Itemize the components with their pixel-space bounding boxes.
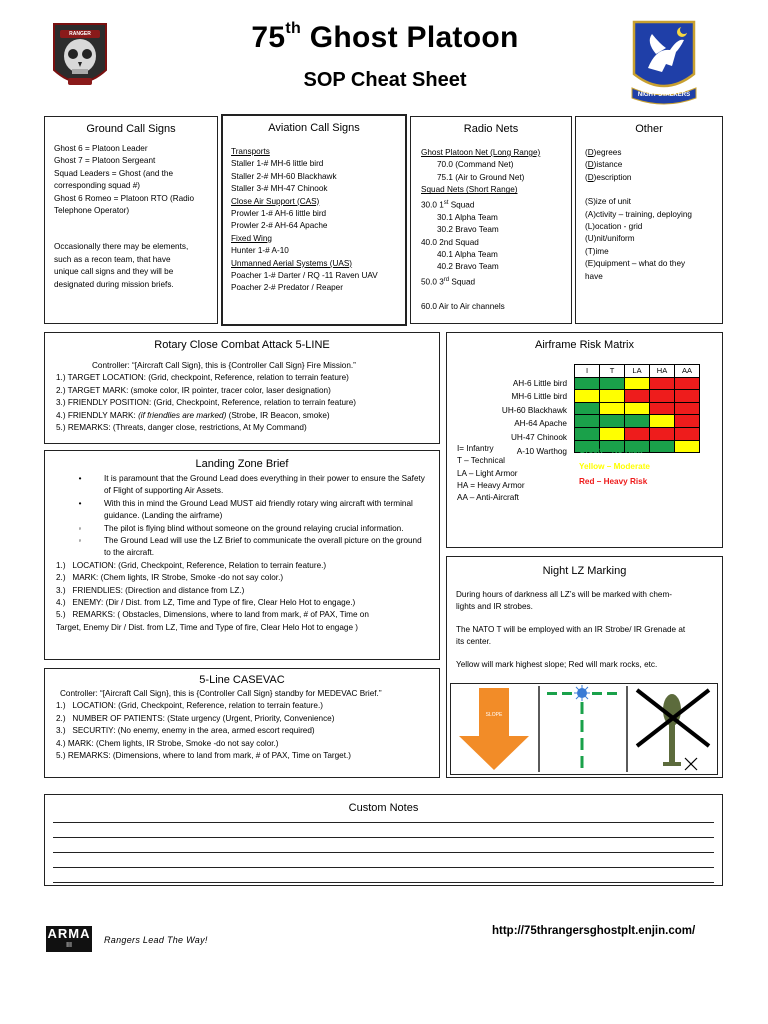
lz-item: 4.) ENEMY: (Dir / Dist. from LZ, Time and Type of fire, Clear Helo Hot to engage.) xyxy=(56,598,356,608)
ranger-logo xyxy=(48,20,112,94)
footer-url[interactable]: http://75thrangersghostplt.enjin.com/ xyxy=(492,925,696,937)
risk-row-label: AH-6 Little bird xyxy=(512,378,567,388)
radio-line: 70.0 (Command Net) xyxy=(437,160,514,170)
risk-cell xyxy=(650,427,675,440)
aviation-line: Staller 1-# MH-6 little bird xyxy=(231,159,324,169)
risk-legend-item: Red – Heavy Risk xyxy=(579,477,648,486)
risk-cell xyxy=(575,415,600,428)
footer-motto: Rangers Lead The Way! xyxy=(104,935,208,945)
aviation-line: Poacher 1-# Darter / RQ -11 Raven UAV xyxy=(231,271,378,281)
night-lz-text: During hours of darkness all LZ’s will be marked with chem- xyxy=(456,590,672,599)
salute-line: (S)ize of unit xyxy=(585,197,631,207)
note-line[interactable] xyxy=(53,852,714,853)
casevac-item: 5.) REMARKS: (Dimensions, where to land from mark, # of PAX, Time on Target.) xyxy=(56,751,352,761)
ground-note-line: unique call signs and they will be xyxy=(54,267,174,277)
risk-cell xyxy=(675,377,700,390)
risk-row-label: MH-6 Little bird xyxy=(511,392,567,402)
fixed-wing-heading: Fixed Wing xyxy=(231,233,272,243)
night-stalkers-logo xyxy=(626,18,702,108)
night-lz-text: Yellow will mark highest slope; Red will mark rocks, etc. xyxy=(456,660,658,669)
risk-cell xyxy=(625,415,650,428)
legend-item: T – Technical xyxy=(457,456,505,466)
slope-arrow-icon xyxy=(459,688,529,770)
ddd-line: (D)istance xyxy=(585,160,623,170)
page-subtitle: SOP Cheat Sheet xyxy=(303,69,467,91)
risk-cell xyxy=(650,415,675,428)
radio-line: 40.2 Bravo Team xyxy=(437,262,499,272)
risk-legend-right xyxy=(579,443,650,490)
risk-row xyxy=(575,377,700,390)
ground-line: corresponding squad #) xyxy=(54,181,141,191)
radio-line: 75.1 (Air to Ground Net) xyxy=(437,172,525,182)
risk-cell xyxy=(650,377,675,390)
uas-heading: Unmanned Aerial Systems (UAS) xyxy=(231,258,353,268)
risk-row-label: UH-47 Chinook xyxy=(511,433,567,442)
legend-item: I= Infantry xyxy=(457,444,494,453)
risk-cell xyxy=(675,427,700,440)
risk-row-label: A-10 Warthog xyxy=(516,446,567,456)
legend-item: LA – Light Armor xyxy=(457,468,518,478)
radio-line: 30.1 Alpha Team xyxy=(437,212,498,222)
radio-nets-box xyxy=(410,116,572,324)
night-lz-diagram-art xyxy=(451,684,716,774)
risk-cell xyxy=(600,377,625,390)
note-line[interactable] xyxy=(53,867,714,868)
risk-row xyxy=(575,427,700,440)
risk-column-header: T xyxy=(600,365,625,378)
aviation-line: Staller 3-# MH-47 Chinook xyxy=(231,184,328,194)
lz-bullet: • It is paramount that the Ground Lead does everything in their power to ensure the Safety of Flight of supporting Air Assets. xyxy=(78,474,425,496)
casevac-item: 2.) NUMBER OF PATIENTS: (State urgency (Urgent, Priority, Convenience) xyxy=(56,713,335,723)
night-lz-box xyxy=(446,556,723,778)
salute-line: (T)ime xyxy=(585,246,609,256)
risk-cell xyxy=(575,402,600,415)
rotary-cca-box xyxy=(44,332,440,444)
risk-cell xyxy=(625,427,650,440)
ddd-line: (D)egrees xyxy=(585,148,622,157)
risk-cell xyxy=(600,427,625,440)
radio-nets-title: Radio Nets xyxy=(463,123,519,135)
ddd-line: (D)escription xyxy=(585,172,632,182)
lz-remarks-continued: Target, Enemy Dir / Dist. from LZ, Time and Type of fire, Clear Helo Hot to engage ) xyxy=(56,622,358,632)
risk-cell xyxy=(625,377,650,390)
third-squad-line: 50.0 3rd Squad xyxy=(421,276,476,287)
custom-notes-box xyxy=(44,794,723,886)
ground-line: Ghost 6 Romeo = Platoon RTO (Radio xyxy=(54,193,195,203)
risk-cell xyxy=(675,402,700,415)
salute-line: have xyxy=(585,271,603,281)
note-line[interactable] xyxy=(53,837,714,838)
lz-brief-box xyxy=(44,450,440,660)
radio-nets-list xyxy=(411,141,571,313)
lz-bullet: ◦ The Ground Lead will use the LZ Brief to communicate the overall picture on the ground to the aircraft. xyxy=(78,536,422,558)
ground-note-line: Occasionally there may be elements, xyxy=(54,242,189,252)
ground-call-signs-list xyxy=(45,141,217,291)
risk-cell xyxy=(675,440,700,453)
night-lz-diagram xyxy=(450,683,718,775)
arma-logo xyxy=(46,926,92,952)
risk-matrix-box xyxy=(446,332,723,548)
short-range-heading: Squad Nets (Short Range) xyxy=(421,185,518,195)
night-lz-text: lights and IR strobes. xyxy=(456,602,533,611)
lz-item: 1.) LOCATION: (Grid, Checkpoint, Reference, Relation to terrain feature.) xyxy=(56,560,327,570)
rotary-controller-line: Controller: “[Aircraft Call Sign}, this is {Controller Call Sign} Fire Mission.” xyxy=(92,361,356,370)
risk-cell xyxy=(675,390,700,403)
night-lz-text: The NATO T will be employed with an IR Strobe/ IR Grenade at xyxy=(456,625,686,634)
ground-line: Telephone Operator) xyxy=(54,206,130,216)
ground-note-line: designated during mission briefs. xyxy=(54,279,174,289)
aviation-line: Poacher 2-# Predator / Reaper xyxy=(231,283,343,293)
ranger-logo-text: RANGER xyxy=(69,31,91,37)
risk-row-label: AH-64 Apache xyxy=(514,419,567,429)
first-squad-line: 30.0 1st Squad xyxy=(421,199,475,210)
risk-row xyxy=(575,390,700,403)
aviation-line: Hunter 1-# A-10 xyxy=(231,246,289,256)
risk-cell xyxy=(600,415,625,428)
cas-heading: Close Air Support (CAS) xyxy=(231,196,320,206)
ground-call-signs-box xyxy=(44,116,218,324)
risk-column-header: I xyxy=(575,365,600,378)
note-line[interactable] xyxy=(53,822,714,823)
rotary-cca-body xyxy=(45,357,439,434)
lz-item: 3.) FRIENDLIES: (Direction and distance from LZ.) xyxy=(56,585,245,595)
ground-call-signs-title: Ground Call Signs xyxy=(86,123,176,135)
aviation-line: Prowler 2-# AH-64 Apache xyxy=(231,221,328,231)
notes-lines[interactable] xyxy=(45,822,722,883)
casevac-controller-line: Controller: “[Aircraft Call Sign}, this is {Controller Call Sign} standby for MEDEVAC Brief.” xyxy=(60,689,382,698)
risk-matrix-table xyxy=(574,364,700,453)
lz-item: 2.) MARK: (Chem lights, IR Strobe, Smoke -do not say color.) xyxy=(56,573,284,583)
slope-label: SLOPE xyxy=(485,712,503,718)
risk-legend-left xyxy=(447,443,535,504)
aviation-line: Prowler 1-# AH-6 little bird xyxy=(231,209,327,219)
page-title: 75th Ghost Platoon xyxy=(251,20,519,54)
ground-line: Ghost 7 = Platoon Sergeant xyxy=(54,156,156,166)
risk-legend-item: Yellow – Moderate xyxy=(579,461,650,471)
radio-line: 40.1 Alpha Team xyxy=(437,249,498,259)
other-title: Other xyxy=(635,123,663,135)
risk-cell xyxy=(575,390,600,403)
arma-logo-sub: III xyxy=(66,942,72,949)
long-range-heading: Ghost Platoon Net (Long Range) xyxy=(421,148,541,157)
aviation-call-signs-box xyxy=(221,114,407,326)
risk-column-header: HA xyxy=(650,365,675,378)
note-line[interactable] xyxy=(53,882,714,883)
legend-item: AA – Anti-Aircraft xyxy=(457,493,519,503)
night-stalkers-text: NIGHT STALKERS xyxy=(637,92,691,98)
ground-line: Squad Leaders = Ghost (and the xyxy=(54,168,174,178)
ground-note-line: such as a recon team, that have xyxy=(54,254,171,264)
page-header xyxy=(130,20,640,92)
risk-row-label: UH-60 Blackhawk xyxy=(501,405,567,415)
salute-line: (A)ctivity – training, deploying xyxy=(585,209,692,219)
ground-line: Ghost 6 = Platoon Leader xyxy=(54,144,148,153)
radio-line: 30.2 Bravo Team xyxy=(437,225,499,235)
risk-cell xyxy=(575,377,600,390)
transports-heading: Transports xyxy=(231,147,270,156)
aviation-call-signs-list xyxy=(223,140,405,295)
risk-matrix-title: Airframe Risk Matrix xyxy=(534,339,634,351)
legend-item: HA = Heavy Armor xyxy=(457,480,525,490)
lz-bullet: ◦ The pilot is flying blind without someone on the ground relaying crucial information. xyxy=(78,523,404,533)
aviation-line: Staller 2-# MH-60 Blackhawk xyxy=(231,171,337,181)
salute-line: (U)nit/uniform xyxy=(585,234,635,244)
casevac-body xyxy=(45,688,439,762)
risk-cell xyxy=(600,390,625,403)
arma-logo-text: ARMA xyxy=(47,926,91,941)
lz-item: 5.) REMARKS: ( Obstacles, Dimensions, where to land from mark, # of PAX, Time on xyxy=(56,610,369,620)
air-to-air-line: 60.0 Air to Air channels xyxy=(421,301,505,311)
risk-cell xyxy=(625,390,650,403)
other-box xyxy=(575,116,723,324)
risk-cell xyxy=(650,402,675,415)
rotary-item: 2.) TARGET MARK: (smoke color, IR pointer, tracer color, laser designation) xyxy=(56,385,331,395)
casevac-item: 1.) LOCATION: (Grid, Checkpoint, Reference, relation to terrain feature.) xyxy=(56,701,323,711)
lz-bullet: • With this in mind the Ground Lead MUST aid friendly rotary wing aircraft with terminal guidance. (Landing the airframe) xyxy=(78,498,413,521)
risk-column-header: AA xyxy=(675,365,700,378)
aviation-call-signs-title: Aviation Call Signs xyxy=(268,122,360,134)
risk-cell xyxy=(675,415,700,428)
risk-row xyxy=(575,402,700,415)
salute-line: (E)quipment – what do they xyxy=(585,259,686,269)
lz-brief-title: Landing Zone Brief xyxy=(195,458,289,470)
risk-legend-item: Green – No Risk xyxy=(579,446,643,455)
rotary-item: 4.) FRIENDLY MARK: (if friendlies are marked) (Strobe, IR Beacon, smoke) xyxy=(56,410,330,420)
casevac-box xyxy=(44,668,440,778)
lz-brief-body xyxy=(45,473,439,634)
custom-notes-title: Custom Notes xyxy=(348,802,419,814)
casevac-title: 5-Line CASEVAC xyxy=(199,674,285,686)
risk-cell xyxy=(650,390,675,403)
second-squad-line: 40.0 2nd Squad xyxy=(421,237,479,247)
rotary-item: 1.) TARGET LOCATION: (Grid, checkpoint, Reference, relation to terrain feature) xyxy=(56,373,349,383)
risk-column-header: LA xyxy=(625,365,650,378)
casevac-item: 3.) SECURTIY: (No enemy, enemy in the area, armed escort required) xyxy=(56,726,315,736)
night-lz-title: Night LZ Marking xyxy=(542,565,627,577)
risk-cell xyxy=(600,402,625,415)
night-lz-body xyxy=(447,589,722,671)
rotary-item: 3.) FRIENDLY POSITION: (Grid, Checkpoint, Reference, relation to terrain feature) xyxy=(56,398,357,408)
other-list xyxy=(576,141,722,283)
risk-cell xyxy=(625,402,650,415)
risk-cell xyxy=(650,440,675,453)
risk-row xyxy=(575,415,700,428)
night-lz-text: its center. xyxy=(456,637,492,646)
salute-line: (L)ocation - grid xyxy=(585,222,643,232)
risk-cell xyxy=(575,427,600,440)
casevac-item: 4.) MARK: (Chem lights, IR Strobe, Smoke -do not say color.) xyxy=(56,738,279,748)
rotary-cca-title: Rotary Close Combat Attack 5-LINE xyxy=(154,339,330,351)
rotary-item: 5.) REMARKS: (Threats, danger close, restrictions, At My Command) xyxy=(56,423,307,433)
